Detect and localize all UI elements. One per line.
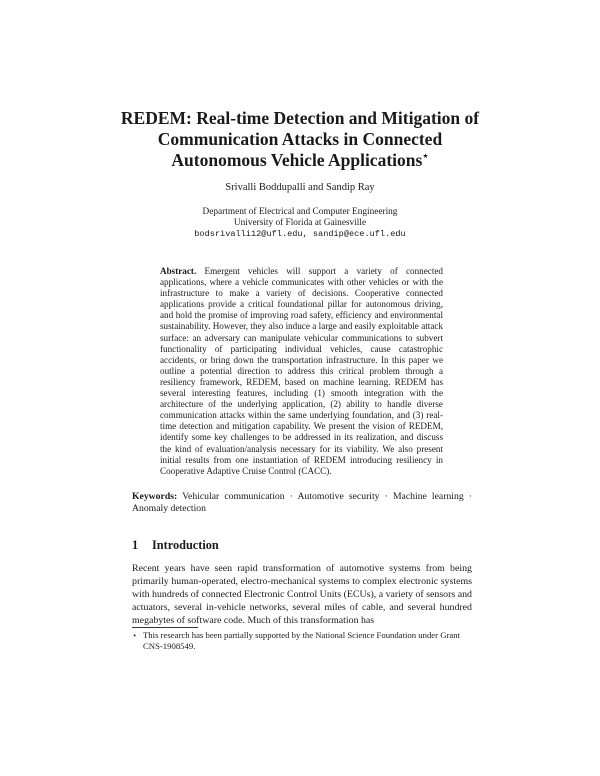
abstract-text: Emergent vehicles will support a variety of connected applications, where a vehicle communicates with other vehicles or with the infrastructure to make a variety of decisions. Cooperative connected applications provide a critical foundational pillar for autonomous driving, and hold the promise of improving road safety, efficiency and environmental sustainability. However, they also induce a large and easily exploitable attack surface: an adversary can manipulate vehicular communications to subvert functionality of participating individual vehicles, cause catastrophic accidents, or bring down the transportation infrastructure. In this paper we outline a potential direction to address this critical problem through a resiliency framework, REDEM, based on machine learning. REDEM has several interesting features, including (1) smooth integration with the architecture of the underlying application, (2) ability to handle diverse communication attacks within the same underlying foundation, and (3) real-time detection and mitigation capability. We present the vision of REDEM, identify some key challenges to be addressed in its realization, and discuss the kind of evaluation/analysis necessary for its viability. We also present initial results from one instantiation of REDEM introducing resiliency in Cooperative Adaptive Cruise Control (CACC).	[160, 266, 443, 476]
abstract	[160, 266, 443, 477]
introduction-paragraph: Recent years have seen rapid transformation of automotive systems from being primarily human-operated, electro-mechanical systems to complex electronic systems with hundreds of connected Electronic Control Units (ECUs), a variety of sensors and actuators, several in-vehicle networks, several miles of cable, and several hundred megabytes of software code. Much of this transformation has	[132, 563, 472, 626]
paper-title	[100, 108, 500, 171]
footnote	[132, 630, 472, 652]
section-heading	[132, 538, 219, 553]
footnote-divider	[132, 627, 198, 628]
author-list: Srivalli Boddupalli and Sandip Ray	[225, 182, 375, 193]
title-footnote-mark: ⋆	[422, 151, 429, 163]
affiliation-department: Department of Electrical and Computer Engineering	[202, 207, 398, 217]
keywords-label: Keywords:	[132, 491, 178, 502]
section-number: 1	[132, 538, 139, 552]
section-title: Introduction	[152, 538, 219, 552]
keywords	[132, 491, 472, 515]
keywords-text: Vehicular communication · Automotive security · Machine learning · Anomaly detection	[132, 491, 472, 514]
title-line-2: Communication Attacks in Connected	[157, 129, 443, 149]
affiliation	[100, 207, 500, 240]
author-emails: bodsrivalli12@ufl.edu, sandip@ece.ufl.edu	[194, 229, 406, 239]
title-line-1: REDEM: Real-time Detection and Mitigation of	[120, 108, 480, 128]
footnote-text: This research has been partially supported by the National Science Foundation under Grant CNS-1908549.	[143, 630, 460, 651]
footnote-mark: ⋆	[132, 630, 138, 640]
abstract-label: Abstract.	[160, 266, 197, 276]
title-line-3: Autonomous Vehicle Applications	[171, 150, 423, 170]
affiliation-university: University of Florida at Gainesville	[233, 218, 367, 228]
